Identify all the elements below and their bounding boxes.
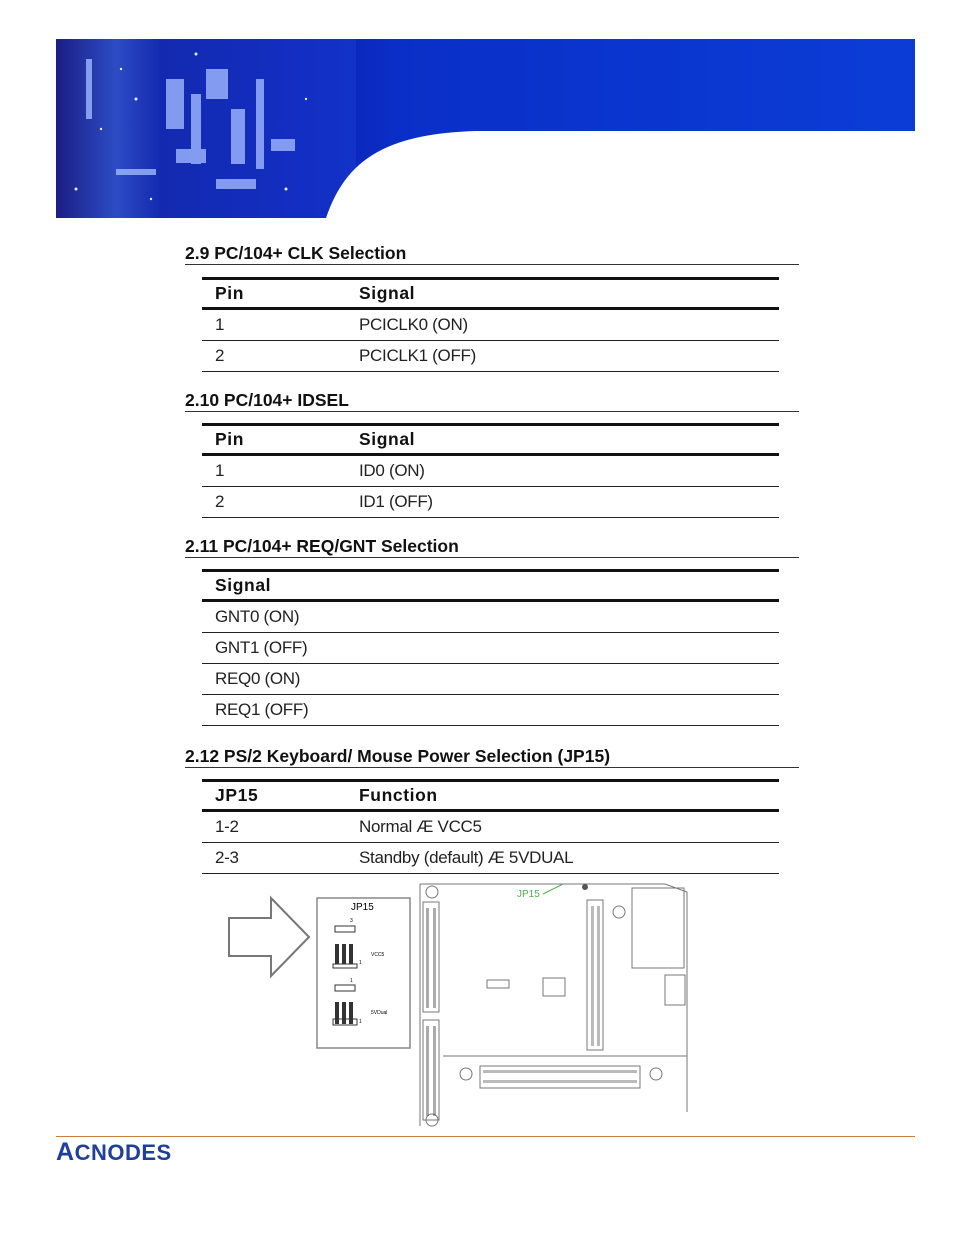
header-banner: [56, 39, 915, 218]
5vdual-label: 5VDual: [371, 1010, 388, 1016]
column-header-signal: Signal: [346, 279, 779, 309]
table-row: [202, 455, 779, 487]
table-row: [202, 843, 779, 874]
column-header-pin: Pin: [202, 279, 346, 309]
section-title-req-gnt: 2.11 PC/104+ REQ/GNT Selection: [185, 536, 799, 558]
function-cell: Standby (default) Æ 5VDUAL: [346, 843, 779, 874]
idsel-table: [202, 423, 779, 518]
table-row: [202, 487, 779, 518]
jumper-detail-box: [317, 898, 410, 1048]
clk-selection-table: [202, 277, 779, 372]
table-row: [202, 633, 779, 664]
section-title-idsel: 2.10 PC/104+ IDSEL: [185, 390, 799, 412]
board-outline: [420, 884, 687, 1126]
signal-cell: REQ1 (OFF): [202, 695, 779, 726]
jp15-table: [202, 779, 779, 874]
table-row: [202, 341, 779, 372]
signal-cell: ID1 (OFF): [346, 487, 779, 518]
acnodes-logo: [56, 1140, 172, 1165]
section-title-clk: 2.9 PC/104+ CLK Selection: [185, 243, 799, 265]
column-header-signal: Signal: [346, 425, 779, 455]
signal-cell: GNT1 (OFF): [202, 633, 779, 664]
signal-cell: PCICLK1 (OFF): [346, 341, 779, 372]
pin-cell: 2: [202, 487, 346, 518]
table-row: [202, 695, 779, 726]
column-header-signal: Signal: [202, 571, 779, 601]
signal-cell: ID0 (ON): [346, 455, 779, 487]
pin-cell: 2: [202, 341, 346, 372]
jumper-setting-cell: 1-2: [202, 811, 346, 843]
footer-divider: [56, 1136, 915, 1137]
table-row: [202, 664, 779, 695]
circuit-board-image: [56, 39, 915, 218]
pin-number: 1: [359, 1019, 362, 1025]
column-header-function: Function: [346, 781, 779, 811]
table-row: [202, 309, 779, 341]
column-header-jp15: JP15: [202, 781, 346, 811]
table-row: [202, 601, 779, 633]
function-cell: Normal Æ VCC5: [346, 811, 779, 843]
pin-number: 1: [359, 960, 362, 966]
board-jp15-label: JP15: [517, 889, 540, 900]
vcc5-label: VCC5: [371, 952, 385, 958]
jumper-setting-cell: 2-3: [202, 843, 346, 874]
table-row: [202, 811, 779, 843]
jumper-title: JP15: [351, 902, 374, 913]
signal-cell: PCICLK0 (ON): [346, 309, 779, 341]
signal-cell: GNT0 (ON): [202, 601, 779, 633]
req-gnt-table: [202, 569, 779, 726]
logo-text: CNODES: [74, 1140, 172, 1165]
logo-initial: A: [56, 1138, 75, 1166]
section-title-ps2-power: 2.12 PS/2 Keyboard/ Mouse Power Selection (JP15): [185, 746, 799, 768]
jp15-board-diagram: [225, 880, 695, 1130]
signal-cell: REQ0 (ON): [202, 664, 779, 695]
column-header-pin: Pin: [202, 425, 346, 455]
pin-number: 1: [350, 978, 353, 984]
pin-cell: 1: [202, 309, 346, 341]
pin-number: 3: [350, 918, 353, 924]
arrow-icon: [229, 898, 309, 976]
pin-cell: 1: [202, 455, 346, 487]
